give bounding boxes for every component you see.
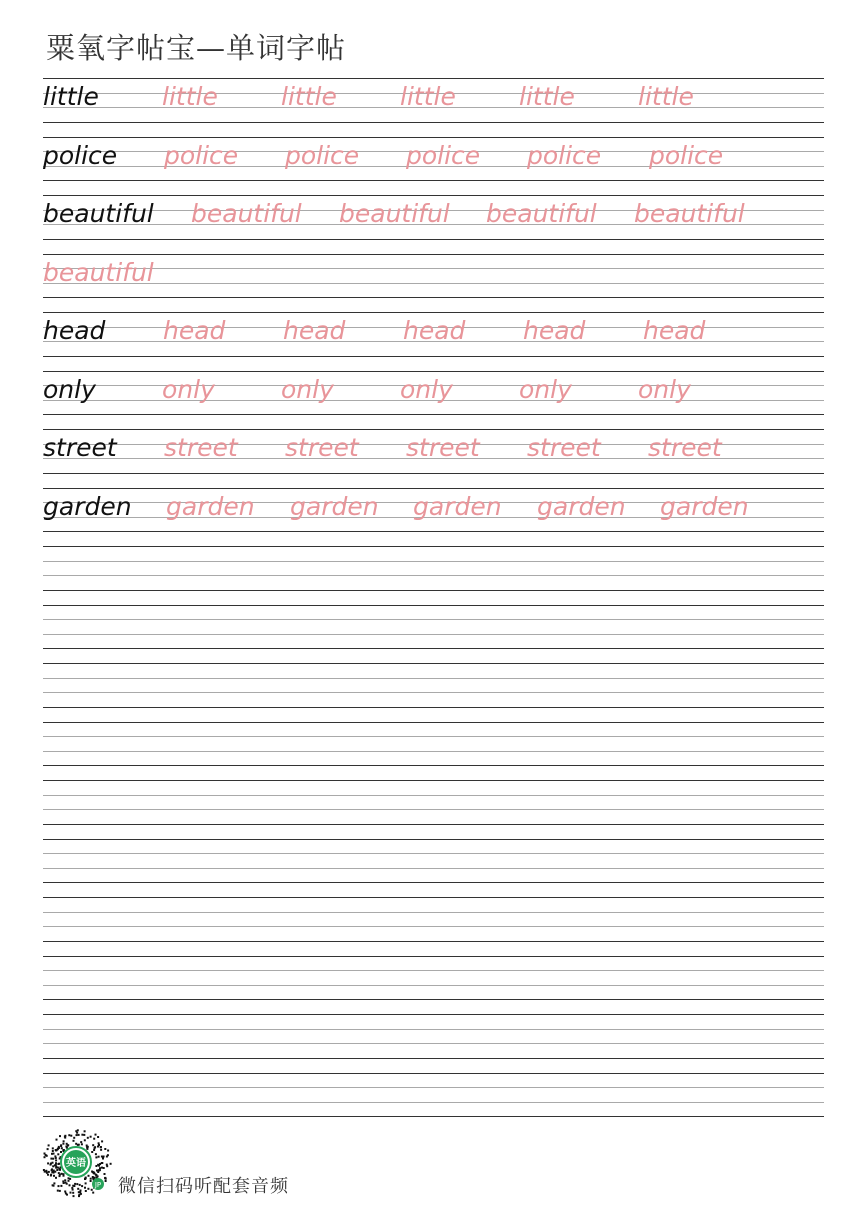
guide-line: [43, 897, 824, 898]
trace-word: little: [281, 82, 337, 111]
guide-line: [43, 531, 824, 532]
guide-line: [43, 868, 824, 869]
trace-word: only: [638, 374, 691, 404]
trace-word: beautiful: [486, 199, 597, 228]
guide-line: [43, 692, 824, 693]
trace-word: little: [400, 82, 456, 111]
guide-line: [43, 839, 824, 840]
trace-word: beautiful: [191, 199, 302, 228]
guide-line: [43, 283, 824, 284]
page-title: 粟氧字帖宝—单词字帖: [46, 31, 347, 65]
trace-word: street: [164, 433, 238, 462]
trace-word: police: [406, 140, 481, 170]
trace-word: beautiful: [634, 199, 745, 228]
guide-line: [43, 488, 824, 489]
guide-line: [43, 648, 824, 649]
qr-corner-label: JP: [94, 1181, 102, 1189]
guide-line: [43, 824, 824, 825]
guide-line: [43, 429, 824, 430]
trace-word: street: [285, 433, 359, 462]
guide-line: [43, 663, 824, 664]
trace-word: head: [403, 316, 466, 345]
guide-line: [43, 239, 824, 240]
guide-line: [43, 882, 824, 883]
model-word: garden: [43, 491, 132, 521]
audio-footer: [40, 1126, 340, 1198]
guide-line: [43, 1102, 824, 1103]
guide-line: [43, 912, 824, 913]
guide-line: [43, 137, 824, 138]
guide-line: [43, 268, 824, 269]
guide-line: [43, 780, 824, 781]
footer-caption: 微信扫码听配套音频: [118, 1176, 289, 1197]
model-word: little: [43, 82, 99, 111]
trace-word: head: [163, 316, 226, 345]
guide-line: [43, 1087, 824, 1088]
trace-word: head: [283, 316, 346, 345]
guide-line: [43, 678, 824, 679]
guide-line: [43, 707, 824, 708]
guide-line: [43, 78, 824, 79]
trace-word: garden: [660, 491, 749, 521]
guide-line: [43, 546, 824, 547]
guide-line: [43, 1058, 824, 1059]
guide-line: [43, 751, 824, 752]
guide-line: [43, 473, 824, 474]
guide-line: [43, 122, 824, 123]
guide-line: [43, 722, 824, 723]
guide-line: [43, 414, 824, 415]
guide-line: [43, 619, 824, 620]
guide-line: [43, 809, 824, 810]
trace-word: street: [527, 433, 601, 462]
guide-line: [43, 1116, 824, 1117]
guide-line: [43, 371, 824, 372]
trace-word: head: [523, 316, 586, 345]
guide-line: [43, 1014, 824, 1015]
trace-word: little: [638, 82, 694, 111]
qr-code-icon[interactable]: [40, 1126, 112, 1198]
model-word: head: [43, 316, 106, 345]
trace-word: police: [649, 140, 724, 170]
trace-word: street: [406, 433, 480, 462]
trace-word: police: [285, 140, 360, 170]
guide-line: [43, 1029, 824, 1030]
guide-line: [43, 853, 824, 854]
guide-line: [43, 254, 824, 255]
model-word: beautiful: [43, 199, 154, 228]
trace-word: only: [400, 374, 453, 404]
trace-word: beautiful: [43, 257, 154, 287]
guide-line: [43, 999, 824, 1000]
guide-line: [43, 561, 824, 562]
guide-line: [43, 1073, 824, 1074]
trace-word: head: [643, 316, 706, 345]
trace-word: police: [527, 140, 602, 170]
guide-line: [43, 795, 824, 796]
guide-line: [43, 926, 824, 927]
trace-word: garden: [290, 491, 379, 521]
guide-line: [43, 356, 824, 357]
model-word: only: [43, 374, 96, 404]
guide-line: [43, 736, 824, 737]
guide-line: [43, 1043, 824, 1044]
guide-line: [43, 297, 824, 298]
guide-line: [43, 765, 824, 766]
trace-word: police: [164, 140, 239, 170]
trace-word: garden: [537, 491, 626, 521]
guide-line: [43, 195, 824, 196]
guide-line: [43, 941, 824, 942]
trace-word: garden: [413, 491, 502, 521]
guide-line: [43, 634, 824, 635]
trace-word: only: [281, 374, 334, 404]
trace-word: little: [162, 82, 218, 111]
trace-word: little: [519, 82, 575, 111]
guide-line: [43, 956, 824, 957]
trace-word: garden: [166, 491, 255, 521]
trace-word: only: [162, 374, 215, 404]
trace-word: only: [519, 374, 572, 404]
guide-line: [43, 605, 824, 606]
practice-sheet: [43, 78, 824, 1118]
guide-line: [43, 970, 824, 971]
trace-word: beautiful: [339, 199, 450, 228]
guide-line: [43, 985, 824, 986]
guide-line: [43, 590, 824, 591]
guide-line: [43, 575, 824, 576]
trace-word: street: [648, 433, 722, 462]
model-word: street: [43, 433, 117, 462]
guide-line: [43, 180, 824, 181]
guide-line: [43, 312, 824, 313]
qr-badge-label: 英语: [66, 1158, 86, 1169]
model-word: police: [43, 140, 118, 170]
